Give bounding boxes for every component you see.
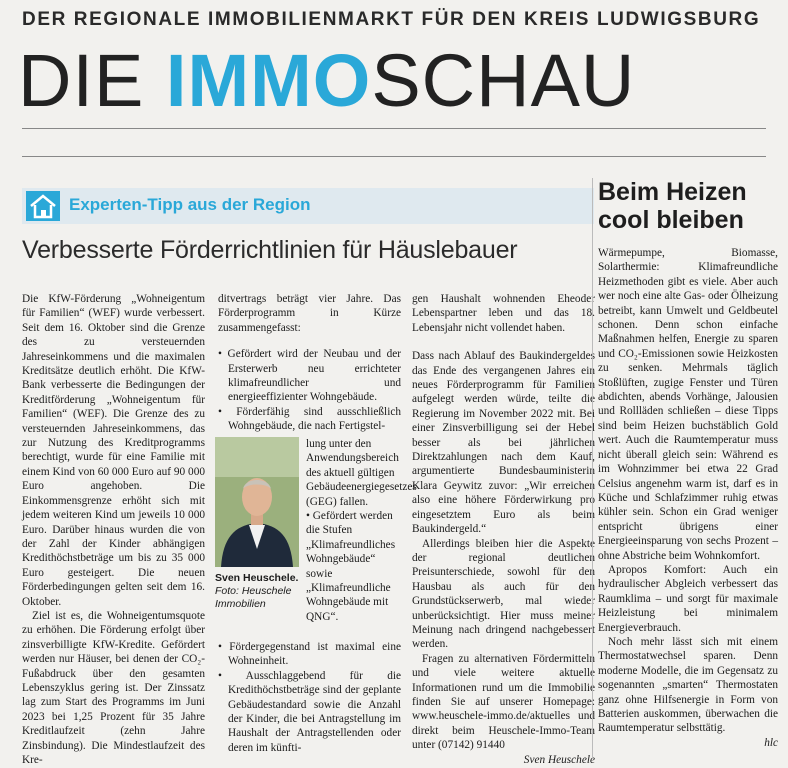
author: hlc — [764, 736, 778, 749]
paragraph: Wärmepumpe, Biomasse, Solarthermie: Klimafreundliche Heizmethoden gibt es viele. Aber auch wer noch eine alte Gas- oder Ölheizung betreibt, kann Umwelt und Geldbeutel schonen. Denn schon einfache Maßnahmen helfen, Energie zu sparen und CO₂-Emissionen sowie Heizkosten zu senken. Mehrmals täglich Stoßlüften, zugige Fenster und Türen abdichten, abends Vorhänge, Jalousien und Rollläden schließen – diese Tipps sind beim Heizen buchstäblich Gold wert. Auch die Raumtemperatur muss nicht überall gleich sein: Während es im Wohnzimmer bei etwa 22 Grad Celsius angenehm warm ist, darf es in Küche und Schlafzimmer ruhig etwas kühler sein. Schon ein Grad weniger entspricht übrigens einer Energieeinsparung von sechs Prozent – ohne Abstriche beim Wohnkomfort. — [598, 247, 778, 562]
paragraph: Allerdings bleiben hier die Aspekte der regional deutlichen Preisunterschiede, sowohl für den Hausbau als auch für den Grundstückserwerb, mal wieder unberücksichtigt. Hier muss meiner Meinung nach dringend nachgebessert werden. — [412, 537, 595, 651]
portrait-photo — [215, 437, 299, 567]
tip-box — [22, 188, 594, 224]
masthead-pre: DIE — [18, 39, 166, 122]
column-3 — [412, 292, 595, 767]
column-4 — [598, 246, 778, 750]
paragraph: ditvertrags beträgt vier Jahre. Das Förderprogramm in Kürze zusammengefasst: — [218, 293, 401, 334]
bullet-item: • Fördergegenstand ist maximal eine Wohneinheit. — [218, 641, 401, 668]
caption-name: Sven Heuschele. — [215, 572, 299, 584]
author: Sven Heuschele — [523, 753, 595, 766]
headline: Verbesserte Förderrichtlinien für Häuslebauer — [22, 236, 518, 264]
paragraph: gen Haushalt wohnenden Eheoder Lebenspartner leben und das 18. Lebensjahr nicht vollendet haben. — [412, 293, 595, 334]
bullet-item: • Gefördert wird der Neubau und der Ersterwerb neu errichteter klimafreundlicher und energieeffizienter Wohngebäude. — [218, 348, 401, 404]
bullet-item: • Ausschlaggebend für die Kredithöchstbeträge sind der geplante Gebäudestandard sowie die Anzahl der Kinder, die bei Antragstellung im Haushalt der Antragstellenden oder deren im künfti- — [218, 669, 401, 754]
paragraph: Noch mehr lässt sich mit einem Thermostatwechsel sparen. Denn moderne Modelle, die im Gegensatz zu sogenannten „smarten“ Thermostaten ganz ohne Hilfsenergie in Form von Batterien auskommen, überwachen die Raumtemperatur selbsttätig. — [598, 635, 778, 735]
side-text: lung unter den Anwendungsbereich des aktuell gültigen Gebäudeenergiegesetzes (GEG) fallen. • Gefördert werden die Stufen „Klimafreundliches Wohngebäude“ sowie „Klimafreundliche Wohngebäude mit QNG“. — [306, 438, 417, 623]
masthead-post: SCHAU — [371, 39, 636, 122]
column-2-top — [218, 292, 401, 434]
paragraph: Fragen zu alternativen Fördermitteln und viele weitere aktuelle Informationen rund um die Immobilie finden Sie auf unserer Homepage: www.heuschele-immo.de/aktuelles und direkt beim Heuschele-Immo-Team unter (07142) 91440 — [412, 652, 595, 752]
paragraph: Dass nach Ablauf des Baukindergeldes das Ende des vergangenen Jahres ein neues Förderprogramm für Familien aufgelegt werden würde, teilte die Regierung im November 2022 mit. Bei einer Zinsverbilligung sei der Hebel besser als bei jährlichen Direktzahlungen nach dem Kauf, argumentierte Bundesbauministerin Klara Geywitz zuvor: „Wir erreichen also eine höhere Förderwirkung pro eingesetztem Euro als beim Baukindergeld.“ — [412, 350, 595, 536]
masthead-blue: IMMO — [165, 39, 372, 122]
tip-label: Experten-Tipp aus der Region — [69, 195, 311, 214]
paragraph: Die KfW-Förderung „Wohneigentum für Familien“ (WEF) wurde verbessert. Seit dem 16. Oktober sind die Grenze des zu versteuernden Jahreseinkommens und die maximalen Kreditsätze deutlich erhöht. Die KfW-Bank verbesserte die Bedingungen der Kreditförderung „Wohneigentum für Familien“ (WEF). Die Grenze des zu versteuernden Jahreseinkommens, das zur Nutzung des Kreditprogramms berechtigt, wurde für eine Familie mit einem Kind von 60 000 Euro auf 90 000 Euro angehoben. Die Einkommensgrenze erhöht sich mit jedem weiteren Kind um jeweils 10 000 Euro. Darüber hinaus wurden die von der Zahl der Kinder abhängigen Kredithöchstbeträge um bis zu 35 000 Euro gesteigert. Die neuen Förderbedingungen gelten seit dem 16. Oktober. — [22, 293, 205, 608]
side-headline: Beim Heizen cool bleiben — [598, 178, 747, 234]
paragraph: Ziel ist es, die Wohneigentumsquote zu erhöhen. Die Förderung erfolgt über zinsverbilligte KfW-Kredite. Gefördert werden nur Häuser, bei denen der CO₂-Fußabdruck über den gesamten Lebenszyklus gering ist. Der Zinssatz lag zum Start des Programms im Juni 2023 bei 1,25 Prozent für 35 Jahre Kreditlaufzeit (zehn Jahre Zinsbindung). Die Mindestlaufzeit des Kre- — [22, 609, 205, 766]
column-divider — [592, 178, 593, 758]
column-2-side — [306, 437, 417, 624]
kicker: DER REGIONALE IMMOBILIENMARKT FÜR DEN KREIS LUDWIGSBURG — [22, 9, 761, 30]
column-2-bottom — [218, 640, 401, 755]
bullet-item: • Förderfähig sind ausschließlich Wohngebäude, die nach Fertigstel- — [218, 405, 401, 433]
column-1 — [22, 292, 205, 767]
house-icon — [26, 191, 60, 221]
caption-credit: Foto: Heuschele Immobilien — [215, 585, 292, 610]
masthead — [18, 39, 636, 122]
rule-top — [22, 128, 766, 129]
photo-caption — [215, 572, 299, 611]
paragraph: Apropos Komfort: Auch ein hydraulischer Abgleich verbessert das Raumklima – und sorgt für maximale Heizleistung bei minimalem Energieverbrauch. — [598, 563, 778, 634]
rule-bottom — [22, 156, 766, 157]
